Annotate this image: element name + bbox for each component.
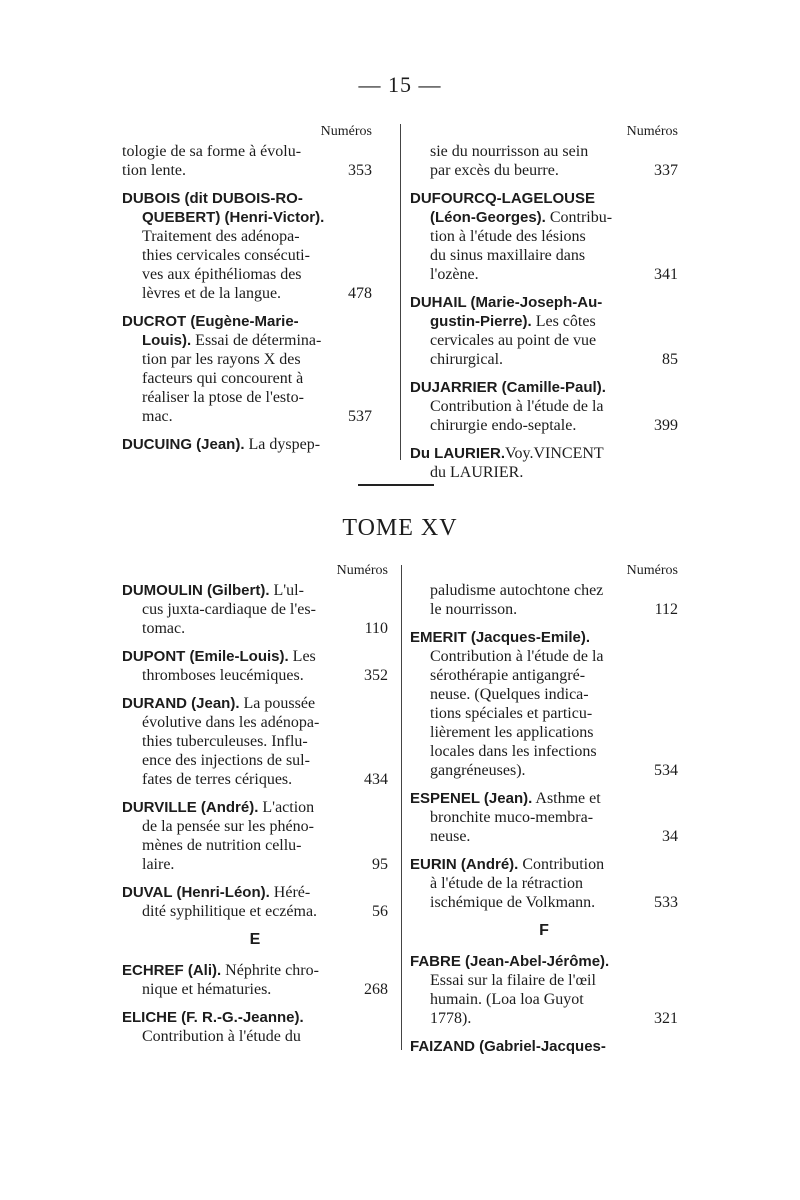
entry-line	[122, 647, 388, 666]
author-name: DUMOULIN (Gilbert).	[122, 582, 270, 599]
entry-title: chirurgical.	[430, 351, 504, 368]
entry-text	[142, 770, 292, 789]
entry-title: tion par les rayons X des	[142, 351, 301, 368]
entry-text	[142, 208, 324, 227]
entry-text	[410, 789, 601, 808]
entry-line	[410, 161, 678, 180]
entry-text	[142, 284, 281, 303]
author-name: (Léon-Georges).	[430, 209, 546, 226]
entry-text	[430, 265, 479, 284]
entry-text	[430, 808, 593, 827]
entry-text	[430, 893, 595, 912]
entry-text	[122, 961, 319, 980]
index-entry	[122, 435, 372, 454]
entry-title: thromboses leucémiques.	[142, 667, 304, 684]
entry-number: 337	[654, 162, 678, 179]
entry-line	[122, 388, 372, 407]
entry-text	[430, 1009, 471, 1028]
entry-text	[430, 161, 559, 180]
entry-title: ves aux épithéliomas des	[142, 266, 302, 283]
entry-title: ence des injections de sul-	[142, 752, 310, 769]
entry-line	[122, 265, 372, 284]
entry-text	[122, 435, 320, 454]
entry-title: Contribution à l'étude de la	[430, 398, 604, 415]
entry-text	[122, 1008, 304, 1027]
entry-text	[122, 581, 304, 600]
entry-text	[410, 293, 602, 312]
entry-text	[142, 600, 316, 619]
entry-line	[122, 836, 388, 855]
entry-line	[122, 902, 388, 921]
author-name: FABRE (Jean-Abel-Jérôme).	[410, 953, 610, 970]
entry-text	[430, 142, 588, 161]
entry-title: Contribu-	[545, 209, 613, 226]
entry-line	[410, 265, 678, 284]
entry-title: La poussée	[239, 695, 316, 712]
entry-title: cus juxta-cardiaque de l'es-	[142, 601, 316, 618]
entry-title: l'ozène.	[430, 266, 479, 283]
entry-text	[122, 798, 314, 817]
entry-line	[122, 980, 388, 999]
entry-number: 434	[364, 771, 388, 788]
entry-title: neuse.	[430, 828, 471, 845]
entry-line	[122, 369, 372, 388]
entry-text	[142, 619, 185, 638]
entry-line	[410, 874, 678, 893]
index-entry	[410, 378, 678, 435]
author-name: DUBOIS (dit DUBOIS-RO-	[122, 190, 303, 207]
entry-number: 353	[348, 162, 372, 179]
entry-line	[122, 246, 372, 265]
entry-text	[122, 694, 315, 713]
entry-number: 95	[372, 856, 388, 873]
entry-line	[410, 742, 678, 761]
entry-line	[122, 713, 388, 732]
column-header: Numéros	[336, 563, 388, 578]
entry-text	[430, 666, 585, 685]
entry-number: 533	[654, 894, 678, 911]
entry-line	[410, 628, 678, 647]
entry-title: paludisme autochtone chez	[430, 582, 604, 599]
entry-text	[122, 312, 299, 331]
entry-text	[410, 189, 595, 208]
entry-line	[410, 416, 678, 435]
entry-text	[142, 388, 304, 407]
index-entry	[410, 142, 678, 180]
entry-text	[142, 713, 319, 732]
entry-title: mènes de nutrition cellu-	[142, 837, 302, 854]
entry-title: évolutive dans les adénopa-	[142, 714, 320, 731]
entry-title: La dyspep-	[244, 436, 321, 453]
entry-line	[410, 647, 678, 666]
entry-title: Asthme et	[532, 790, 601, 807]
entry-text	[430, 581, 603, 600]
entry-line	[122, 1027, 388, 1046]
entry-text	[142, 836, 302, 855]
section-rule	[358, 484, 434, 486]
author-name: ELICHE (F. R.-G.-Jeanne).	[122, 1009, 304, 1026]
entry-line	[122, 961, 388, 980]
author-name: ESPENEL (Jean).	[410, 790, 533, 807]
author-name: ECHREF (Ali).	[122, 962, 222, 979]
entry-text	[430, 397, 604, 416]
entry-line	[410, 761, 678, 780]
entry-title: Contribution à l'étude du	[142, 1028, 301, 1045]
entry-text	[142, 1027, 301, 1046]
entry-text	[430, 685, 589, 704]
entry-line	[410, 855, 678, 874]
entry-text	[430, 874, 583, 893]
entry-text	[430, 350, 503, 369]
entry-line	[122, 883, 388, 902]
entry-line	[410, 227, 678, 246]
entry-line	[410, 397, 678, 416]
entry-line	[122, 666, 388, 685]
entry-line	[410, 808, 678, 827]
entry-line	[122, 189, 372, 208]
entry-text	[430, 742, 597, 761]
entry-line	[122, 284, 372, 303]
author-name: gustin-Pierre).	[430, 313, 532, 330]
entry-title: tion lente.	[122, 162, 186, 179]
entry-text	[142, 666, 304, 685]
entry-text	[142, 980, 271, 999]
entry-title: sérothérapie antigangré-	[430, 667, 586, 684]
entry-line	[122, 732, 388, 751]
entry-text	[410, 1037, 606, 1056]
entry-number: 399	[654, 417, 678, 434]
entry-text	[410, 855, 604, 874]
entry-text	[430, 312, 596, 331]
author-name: DURAND (Jean).	[122, 695, 240, 712]
index-entry	[122, 142, 372, 180]
entry-line	[122, 142, 372, 161]
entry-line	[410, 293, 678, 312]
entry-text	[142, 331, 321, 350]
author-name: DUVAL (Henri-Léon).	[122, 884, 270, 901]
entry-title: humain. (Loa loa Guyot	[430, 991, 584, 1008]
entry-text	[142, 407, 173, 426]
entry-title: neuse. (Quelques indica-	[430, 686, 589, 703]
entry-line	[410, 312, 678, 331]
entry-line	[122, 350, 372, 369]
entry-line	[410, 666, 678, 685]
entry-line	[122, 407, 372, 426]
entry-text	[430, 971, 596, 990]
entry-number: 268	[364, 981, 388, 998]
index-entry	[410, 444, 678, 482]
author-name: EURIN (André).	[410, 856, 519, 873]
entry-line	[122, 619, 388, 638]
entry-line	[410, 600, 678, 619]
index-entry	[122, 961, 388, 999]
column-bottom-left	[122, 563, 388, 1055]
entry-number: 534	[654, 762, 678, 779]
entry-title: Les côtes	[531, 313, 596, 330]
entry-title: le nourrisson.	[430, 601, 518, 618]
entry-text	[430, 331, 596, 350]
entry-line	[410, 331, 678, 350]
entry-line	[122, 435, 372, 454]
author-name: QUEBERT) (Henri-Victor).	[142, 209, 325, 226]
author-name: DURVILLE (André).	[122, 799, 259, 816]
index-entry	[122, 647, 388, 685]
entry-text	[410, 378, 606, 397]
author-name: DUJARRIER (Camille-Paul).	[410, 379, 606, 396]
entry-title: Traitement des adénopa-	[142, 228, 300, 245]
index-entry	[122, 581, 388, 638]
author-name: EMERIT (Jacques-Emile).	[410, 629, 591, 646]
entry-title: Héré-	[269, 884, 311, 901]
entry-line	[410, 378, 678, 397]
entry-title: tomac.	[142, 620, 186, 637]
entry-number: 34	[662, 828, 678, 845]
entry-line	[122, 855, 388, 874]
index-entry	[410, 189, 678, 284]
entry-title: Les	[288, 648, 316, 665]
entry-text	[430, 416, 576, 435]
entry-number: 110	[364, 620, 388, 637]
index-entry	[122, 189, 372, 303]
entry-text	[430, 761, 526, 780]
entry-text	[430, 600, 517, 619]
entry-text	[430, 227, 586, 246]
entry-line	[122, 770, 388, 789]
entry-line	[410, 971, 678, 990]
entry-title: bronchite muco-membra-	[430, 809, 594, 826]
entry-line	[410, 444, 678, 463]
entry-title: tions spéciales et particu-	[430, 705, 593, 722]
entry-text	[142, 369, 303, 388]
entry-title: Contribution à l'étude de la	[430, 648, 604, 665]
entry-text	[430, 647, 604, 666]
entry-text	[410, 444, 604, 463]
entry-title: tion à l'étude des lésions	[430, 228, 586, 245]
entry-title: 1778).	[430, 1010, 472, 1027]
entry-title: du LAURIER.	[430, 464, 524, 481]
index-entry	[122, 694, 388, 789]
entry-line	[410, 827, 678, 846]
entry-text	[122, 883, 310, 902]
entry-line	[122, 331, 372, 350]
entry-text	[430, 827, 470, 846]
entry-line	[122, 312, 372, 331]
entry-title: fates de terres cériques.	[142, 771, 293, 788]
tome-heading: TOME XV	[342, 515, 458, 541]
entry-title: thies cervicales consécuti-	[142, 247, 310, 264]
entry-line	[122, 227, 372, 246]
entry-line	[410, 142, 678, 161]
entry-title: gangréneuses).	[430, 762, 526, 779]
entry-text	[142, 902, 317, 921]
entry-title: L'action	[258, 799, 315, 816]
entry-number: 537	[348, 408, 372, 425]
entry-text	[142, 855, 174, 874]
entry-text	[142, 227, 300, 246]
author-name: DUCROT (Eugène-Marie-	[122, 313, 299, 330]
entry-title: Voy.VINCENT	[505, 445, 604, 462]
entry-line	[410, 723, 678, 742]
section-letter: F	[539, 922, 549, 939]
index-entry	[410, 952, 678, 1028]
index-entry	[122, 1008, 388, 1046]
entry-title: thies tuberculeuses. Influ-	[142, 733, 308, 750]
entry-line	[122, 600, 388, 619]
entry-line	[410, 1009, 678, 1028]
entry-title: Essai de détermina-	[191, 332, 322, 349]
entry-title: Essai sur la filaire de l'œil	[430, 972, 596, 989]
entry-title: Contribution	[518, 856, 605, 873]
entry-title: lièrement les applications	[430, 724, 594, 741]
entry-number: 321	[654, 1010, 678, 1027]
entry-text	[410, 628, 590, 647]
author-name: DUFOURCQ-LAGELOUSE	[410, 190, 595, 207]
entry-text	[142, 350, 301, 369]
author-name: DUPONT (Emile-Louis).	[122, 648, 289, 665]
entry-text	[122, 647, 316, 666]
index-entry	[122, 312, 372, 426]
entry-number: 352	[364, 667, 388, 684]
entry-line	[410, 208, 678, 227]
entry-line	[122, 694, 388, 713]
entry-line	[410, 685, 678, 704]
author-name: Louis).	[142, 332, 192, 349]
column-divider	[400, 124, 401, 460]
index-entry	[410, 581, 678, 619]
entry-title: L'ul-	[269, 582, 304, 599]
entry-text	[430, 723, 594, 742]
entry-line	[122, 581, 388, 600]
section-letter: E	[249, 931, 261, 948]
entry-title: ischémique de Volkmann.	[430, 894, 596, 911]
entry-title: à l'étude de la rétraction	[430, 875, 584, 892]
author-name: FAIZAND (Gabriel-Jacques-	[410, 1038, 606, 1055]
column-top-right	[410, 124, 678, 491]
author-name: DUHAIL (Marie-Joseph-Au-	[410, 294, 603, 311]
entry-line	[122, 798, 388, 817]
index-entry	[410, 789, 678, 846]
entry-title: Néphrite chro-	[221, 962, 319, 979]
page-number: — 15 —	[358, 72, 442, 97]
entry-text	[142, 817, 314, 836]
entry-line	[410, 990, 678, 1009]
entry-line	[122, 161, 372, 180]
entry-title: laire.	[142, 856, 175, 873]
entry-text	[142, 265, 302, 284]
entry-title: nique et hématuries.	[142, 981, 272, 998]
author-name: Du LAURIER.	[410, 445, 505, 462]
entry-text	[142, 751, 310, 770]
index-entry	[122, 883, 388, 921]
entry-title: facteurs qui concourent à	[142, 370, 304, 387]
entry-line	[122, 1008, 388, 1027]
entry-text	[430, 463, 523, 482]
entry-line	[122, 751, 388, 770]
entry-title: tologie de sa forme à évolu-	[122, 143, 302, 160]
entry-number: 341	[654, 266, 678, 283]
entry-text	[430, 704, 592, 723]
entry-title: locales dans les infections	[430, 743, 597, 760]
entry-number: 56	[372, 903, 388, 920]
column-divider	[401, 565, 402, 1050]
index-entry	[410, 293, 678, 369]
index-entry	[122, 798, 388, 874]
entry-line	[122, 208, 372, 227]
entry-title: par excès du beurre.	[430, 162, 559, 179]
entry-line	[410, 246, 678, 265]
column-header: Numéros	[626, 124, 678, 139]
entry-line	[410, 893, 678, 912]
entry-text	[142, 246, 310, 265]
entry-text	[142, 732, 308, 751]
entry-title: sie du nourrisson au sein	[430, 143, 589, 160]
entry-number: 112	[654, 601, 678, 618]
entry-number: 478	[348, 285, 372, 302]
entry-title: réaliser la ptose de l'esto-	[142, 389, 304, 406]
entry-line	[410, 1037, 678, 1056]
entry-text	[122, 142, 301, 161]
entry-title: chirurgie endo-septale.	[430, 417, 577, 434]
column-top-left	[122, 124, 372, 463]
entry-line	[410, 789, 678, 808]
entry-text	[430, 990, 584, 1009]
column-header: Numéros	[626, 563, 678, 578]
entry-line	[410, 704, 678, 723]
entry-line	[410, 581, 678, 600]
entry-title: de la pensée sur les phéno-	[142, 818, 314, 835]
entry-line	[410, 350, 678, 369]
entry-text	[430, 246, 585, 265]
entry-title: dité syphilitique et eczéma.	[142, 903, 318, 920]
entry-text	[430, 208, 612, 227]
entry-line	[410, 952, 678, 971]
entry-number: 85	[662, 351, 678, 368]
index-entry	[410, 1037, 678, 1056]
entry-line	[410, 189, 678, 208]
index-entry	[410, 628, 678, 780]
entry-text	[410, 952, 609, 971]
entry-title: lèvres et de la langue.	[142, 285, 282, 302]
entry-title: mac.	[142, 408, 173, 425]
index-entry	[410, 855, 678, 912]
entry-text	[122, 161, 186, 180]
column-header: Numéros	[320, 124, 372, 139]
author-name: DUCUING (Jean).	[122, 436, 245, 453]
entry-line	[122, 817, 388, 836]
column-bottom-right	[410, 563, 678, 1065]
entry-text	[122, 189, 303, 208]
entry-title: cervicales au point de vue	[430, 332, 597, 349]
entry-line	[410, 463, 678, 482]
entry-title: du sinus maxillaire dans	[430, 247, 586, 264]
